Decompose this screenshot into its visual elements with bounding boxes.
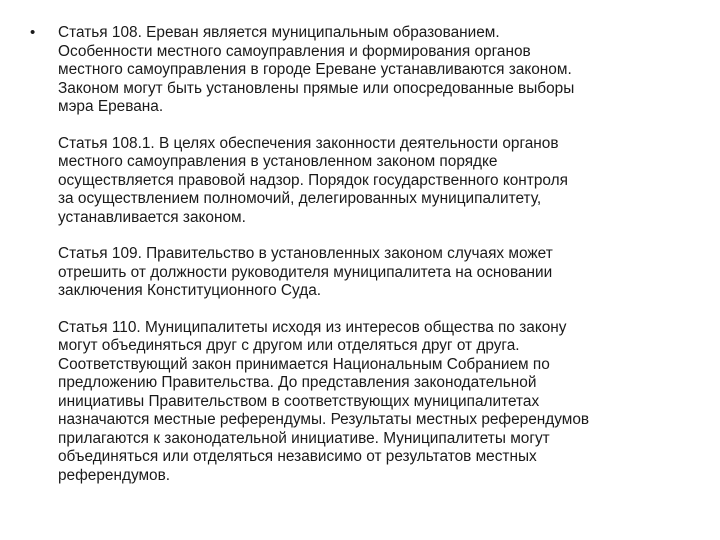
text-line: отрешить от должности руководителя муниципалитета на основании xyxy=(58,263,553,281)
text-line: назначаются местные референдумы. Результаты местных референдумов xyxy=(58,411,590,428)
text-line: Статья 109. Правительство в установленных законом случаях может xyxy=(58,245,553,262)
bullet-marker: • xyxy=(30,24,36,41)
text-line: заключения Конституционного Суда. xyxy=(58,282,322,299)
text-line: местного самоуправления в установленном законом порядке xyxy=(58,153,498,170)
text-line: Статья 108.1. В целях обеспечения законности деятельности органов xyxy=(58,134,559,152)
text-line: Статья 108. Ереван является муниципальным образованием. xyxy=(58,24,500,41)
text-line: местного самоуправления в городе Ереване устанавливаются законом. xyxy=(58,61,572,78)
text-line: осуществляется правовой надзор. Порядок государственного контроля xyxy=(58,171,568,189)
text-line: Законом могут быть установлены прямые или опосредованные выборы xyxy=(58,79,575,97)
text-line: предложению Правительства. До представления законодательной xyxy=(58,374,537,391)
text-line: Соответствующий закон принимается Национальным Собранием по xyxy=(58,355,550,373)
article-109-paragraph xyxy=(58,245,698,301)
text-line: объединяться или отделяться независимо от результатов местных xyxy=(58,448,537,465)
articles-text xyxy=(58,24,698,503)
text-line: Статья 110. Муниципалитеты исходя из интересов общества по закону xyxy=(58,318,567,336)
text-line: инициативы Правительством в соответствующих муниципалитетах xyxy=(58,392,540,410)
article-108-1-paragraph xyxy=(58,135,698,228)
text-line: устанавливается законом. xyxy=(58,208,246,226)
text-line: за осуществлением полномочий, делегированных муниципалитету, xyxy=(58,190,542,207)
text-line: могут объединяться друг с другом или отделяться друг от друга. xyxy=(58,337,520,354)
text-line: Особенности местного самоуправления и формирования органов xyxy=(58,42,531,60)
text-line: мэра Еревана. xyxy=(58,98,164,115)
article-108-paragraph xyxy=(58,24,698,117)
text-line: прилагаются к законодательной инициативе. Муниципалитеты могут xyxy=(58,429,550,447)
text-line: референдумов. xyxy=(58,466,171,484)
article-110-paragraph xyxy=(58,319,698,486)
